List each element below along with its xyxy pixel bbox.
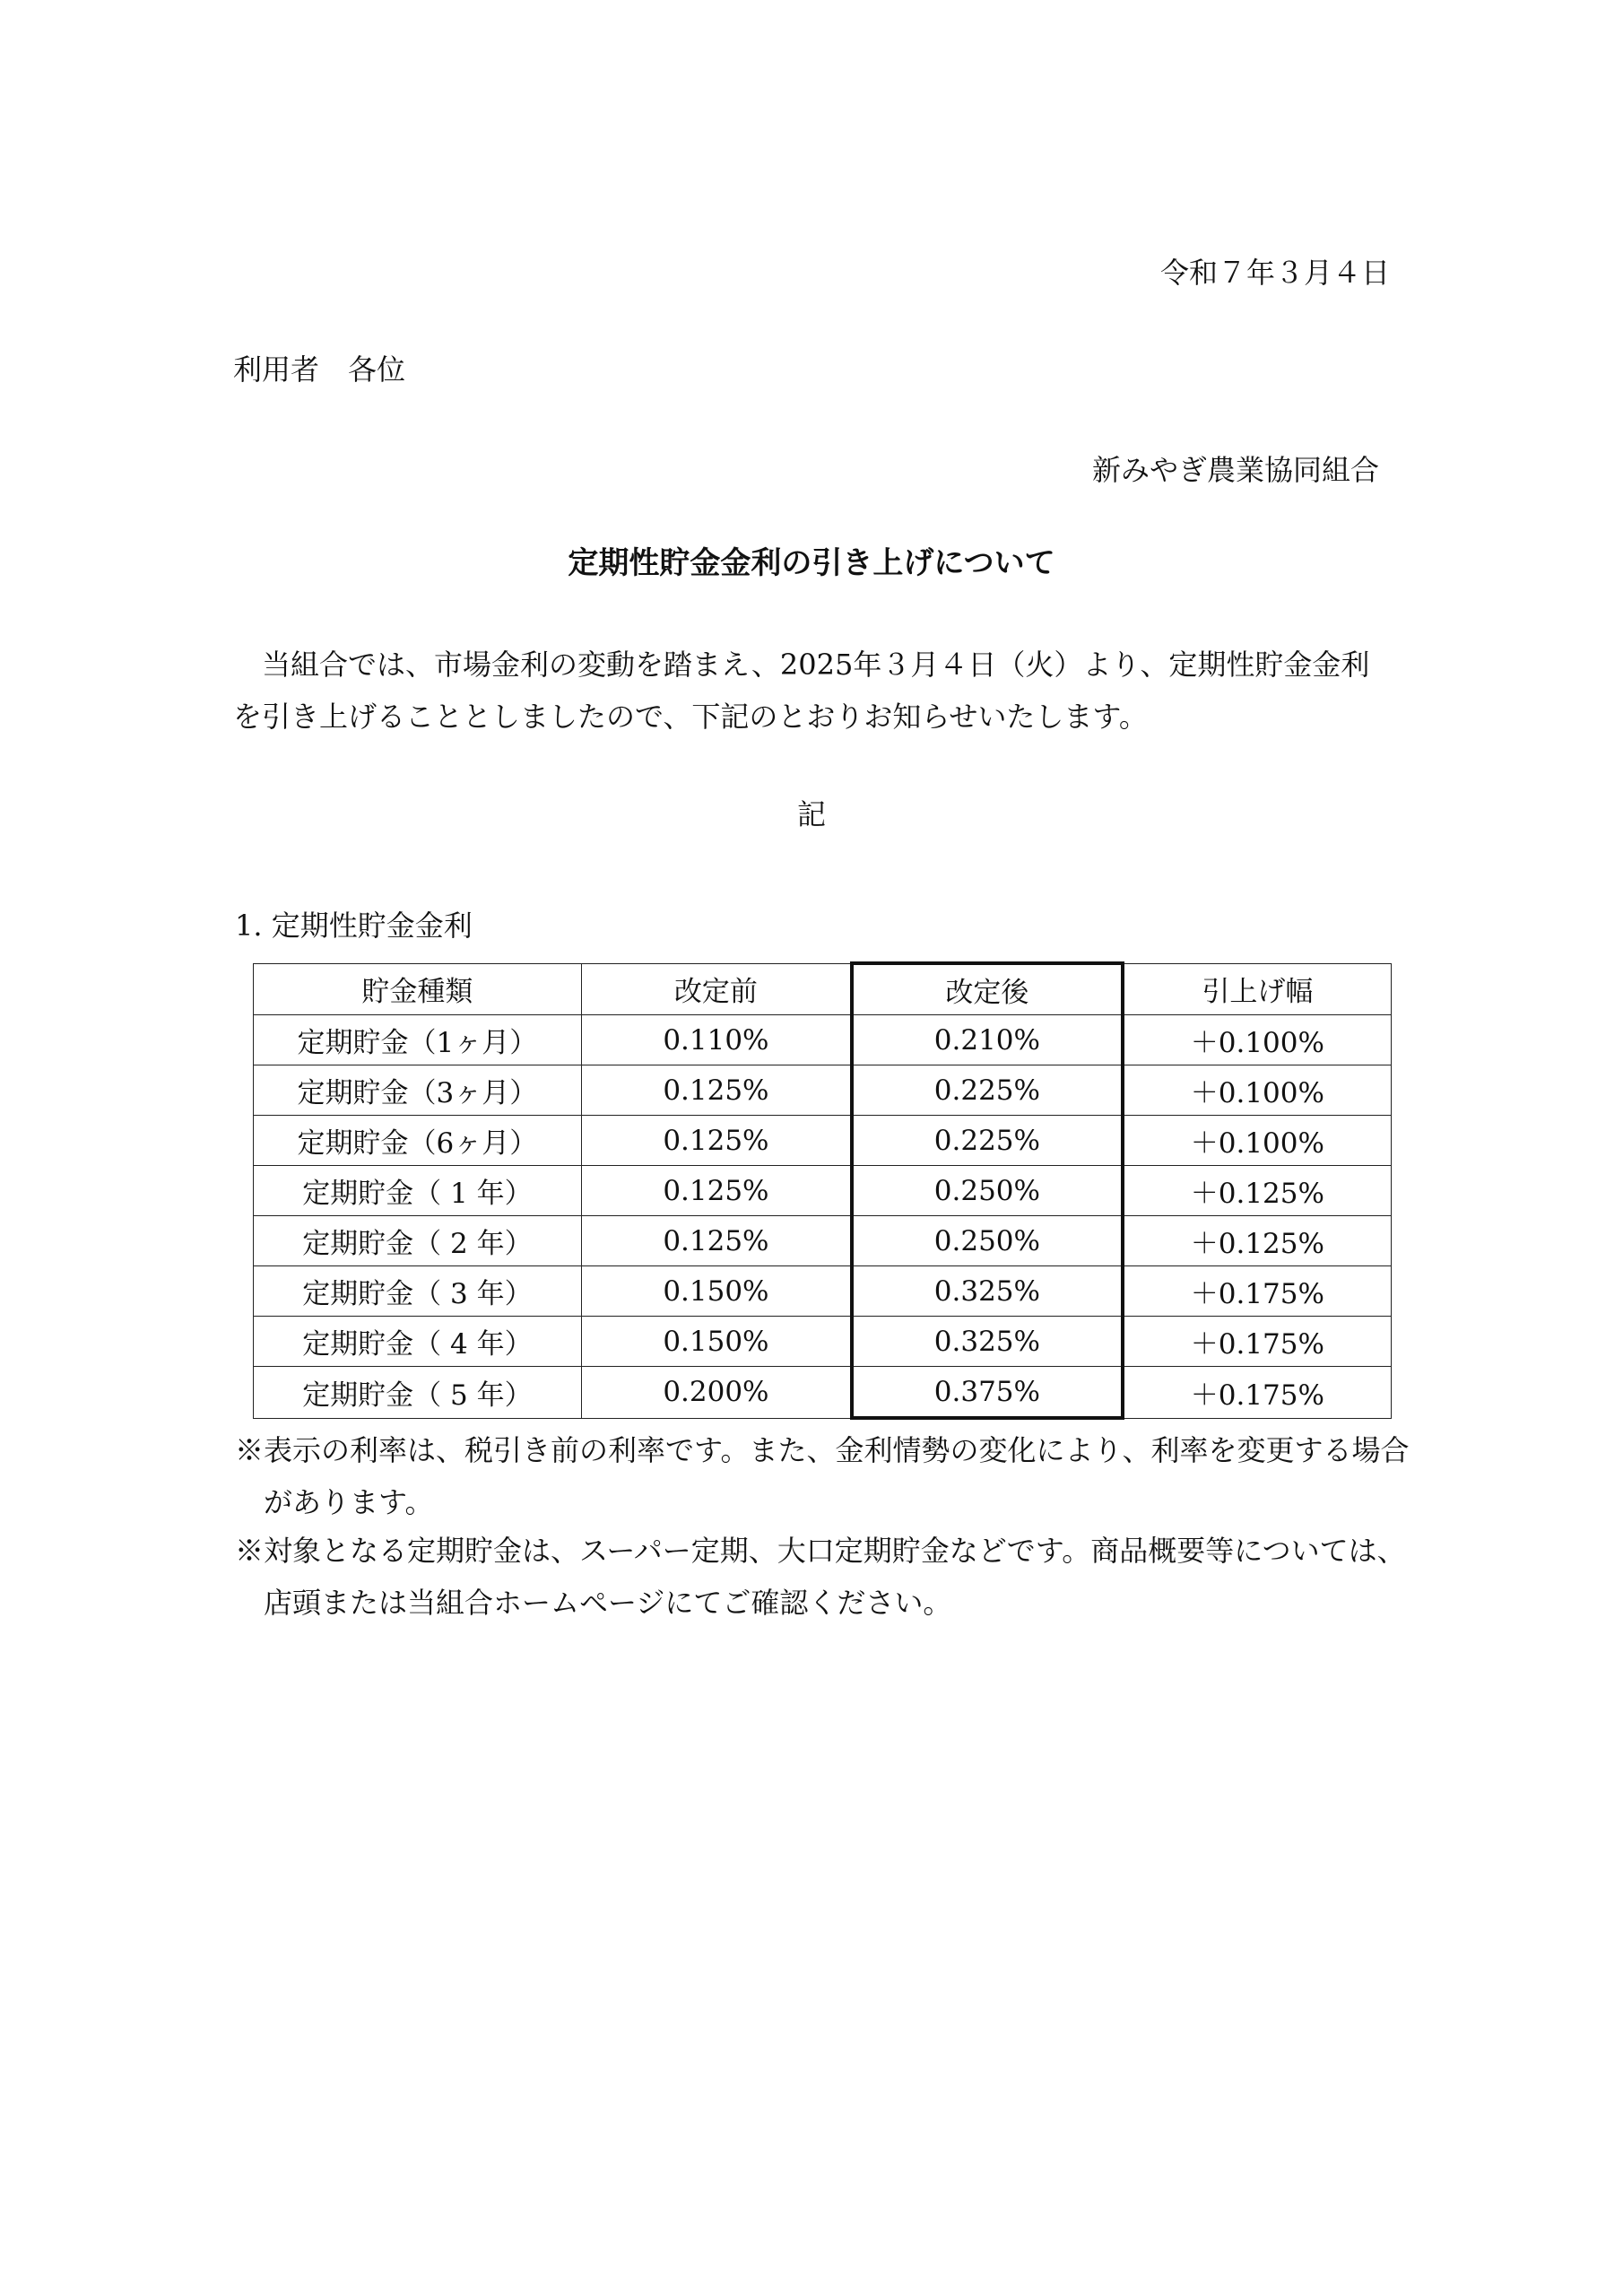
document-date: 令和７年３月４日 xyxy=(1159,256,1390,290)
deposit-type-cell: 定期貯金（ 4 年） xyxy=(254,1317,582,1367)
note-tax-rate: ※表示の利率は、税引き前の利率です。また、金利情勢の変化により、利率を変更する場合があります。 xyxy=(235,1433,1410,1519)
header-deposit-type: 貯金種類 xyxy=(254,963,582,1015)
rate-before-cell: 0.125% xyxy=(581,1166,852,1216)
rate-before-cell: 0.150% xyxy=(581,1317,852,1367)
rate-before-cell: 0.150% xyxy=(581,1266,852,1317)
table-row xyxy=(254,1367,1392,1419)
table-header-row xyxy=(254,963,1392,1015)
rate-after-cell: 0.225% xyxy=(852,1116,1123,1166)
rate-increase-cell: ＋0.125% xyxy=(1123,1216,1392,1266)
rate-increase-cell: ＋0.100% xyxy=(1123,1065,1392,1116)
deposit-type-cell: 定期貯金（3ヶ月） xyxy=(254,1065,582,1116)
deposit-type-cell: 定期貯金（ 3 年） xyxy=(254,1266,582,1317)
rate-before-cell: 0.125% xyxy=(581,1065,852,1116)
rate-increase-cell: ＋0.175% xyxy=(1123,1367,1392,1419)
rate-after-cell: 0.225% xyxy=(852,1065,1123,1116)
rate-before-cell: 0.125% xyxy=(581,1116,852,1166)
rate-after-cell: 0.325% xyxy=(852,1317,1123,1367)
rate-increase-cell: ＋0.175% xyxy=(1123,1317,1392,1367)
note-eligible-deposits: ※対象となる定期貯金は、スーパー定期、大口定期貯金などです。商品概要等については、店頭または当組合ホームページにてご確認ください。 xyxy=(235,1534,1406,1620)
rate-increase-cell: ＋0.125% xyxy=(1123,1166,1392,1216)
table-row xyxy=(254,1266,1392,1317)
rate-increase-cell: ＋0.175% xyxy=(1123,1266,1392,1317)
table-row xyxy=(254,1166,1392,1216)
rate-increase-cell: ＋0.100% xyxy=(1123,1116,1392,1166)
header-increase: 引上げ幅 xyxy=(1123,963,1392,1015)
recipient: 利用者 各位 xyxy=(233,352,406,387)
table-row xyxy=(254,1216,1392,1266)
table-row xyxy=(254,1065,1392,1116)
rate-after-cell: 0.250% xyxy=(852,1216,1123,1266)
deposit-type-cell: 定期貯金（1ヶ月） xyxy=(254,1015,582,1065)
section-heading: 1. 定期性貯金金利 xyxy=(235,909,473,943)
header-before-revision: 改定前 xyxy=(581,963,852,1015)
rate-after-cell: 0.210% xyxy=(852,1015,1123,1065)
interest-rate-table xyxy=(253,961,1392,1420)
rate-before-cell: 0.110% xyxy=(581,1015,852,1065)
table-row xyxy=(254,1015,1392,1065)
rate-after-cell: 0.375% xyxy=(852,1367,1123,1419)
deposit-type-cell: 定期貯金（ 1 年） xyxy=(254,1166,582,1216)
deposit-type-cell: 定期貯金（ 5 年） xyxy=(254,1367,582,1419)
table-row xyxy=(254,1317,1392,1367)
rate-after-cell: 0.325% xyxy=(852,1266,1123,1317)
rate-increase-cell: ＋0.100% xyxy=(1123,1015,1392,1065)
deposit-type-cell: 定期貯金（ 2 年） xyxy=(254,1216,582,1266)
header-after-revision: 改定後 xyxy=(852,963,1123,1015)
ki-heading: 記 xyxy=(796,797,826,831)
sender-organization: 新みやぎ農業協同組合 xyxy=(1091,453,1379,487)
rate-after-cell: 0.250% xyxy=(852,1166,1123,1216)
rate-before-cell: 0.200% xyxy=(581,1367,852,1419)
intro-paragraph: 当組合では、市場金利の変動を踏まえ、2025年３月４日（火）より、定期性貯金金利を引き上げることとしましたので、下記のとおりお知らせいたします。 xyxy=(233,648,1370,734)
rate-before-cell: 0.125% xyxy=(581,1216,852,1266)
table-row xyxy=(254,1116,1392,1166)
deposit-type-cell: 定期貯金（6ヶ月） xyxy=(254,1116,582,1166)
document-title: 定期性貯金金利の引き上げについて xyxy=(568,545,1055,581)
